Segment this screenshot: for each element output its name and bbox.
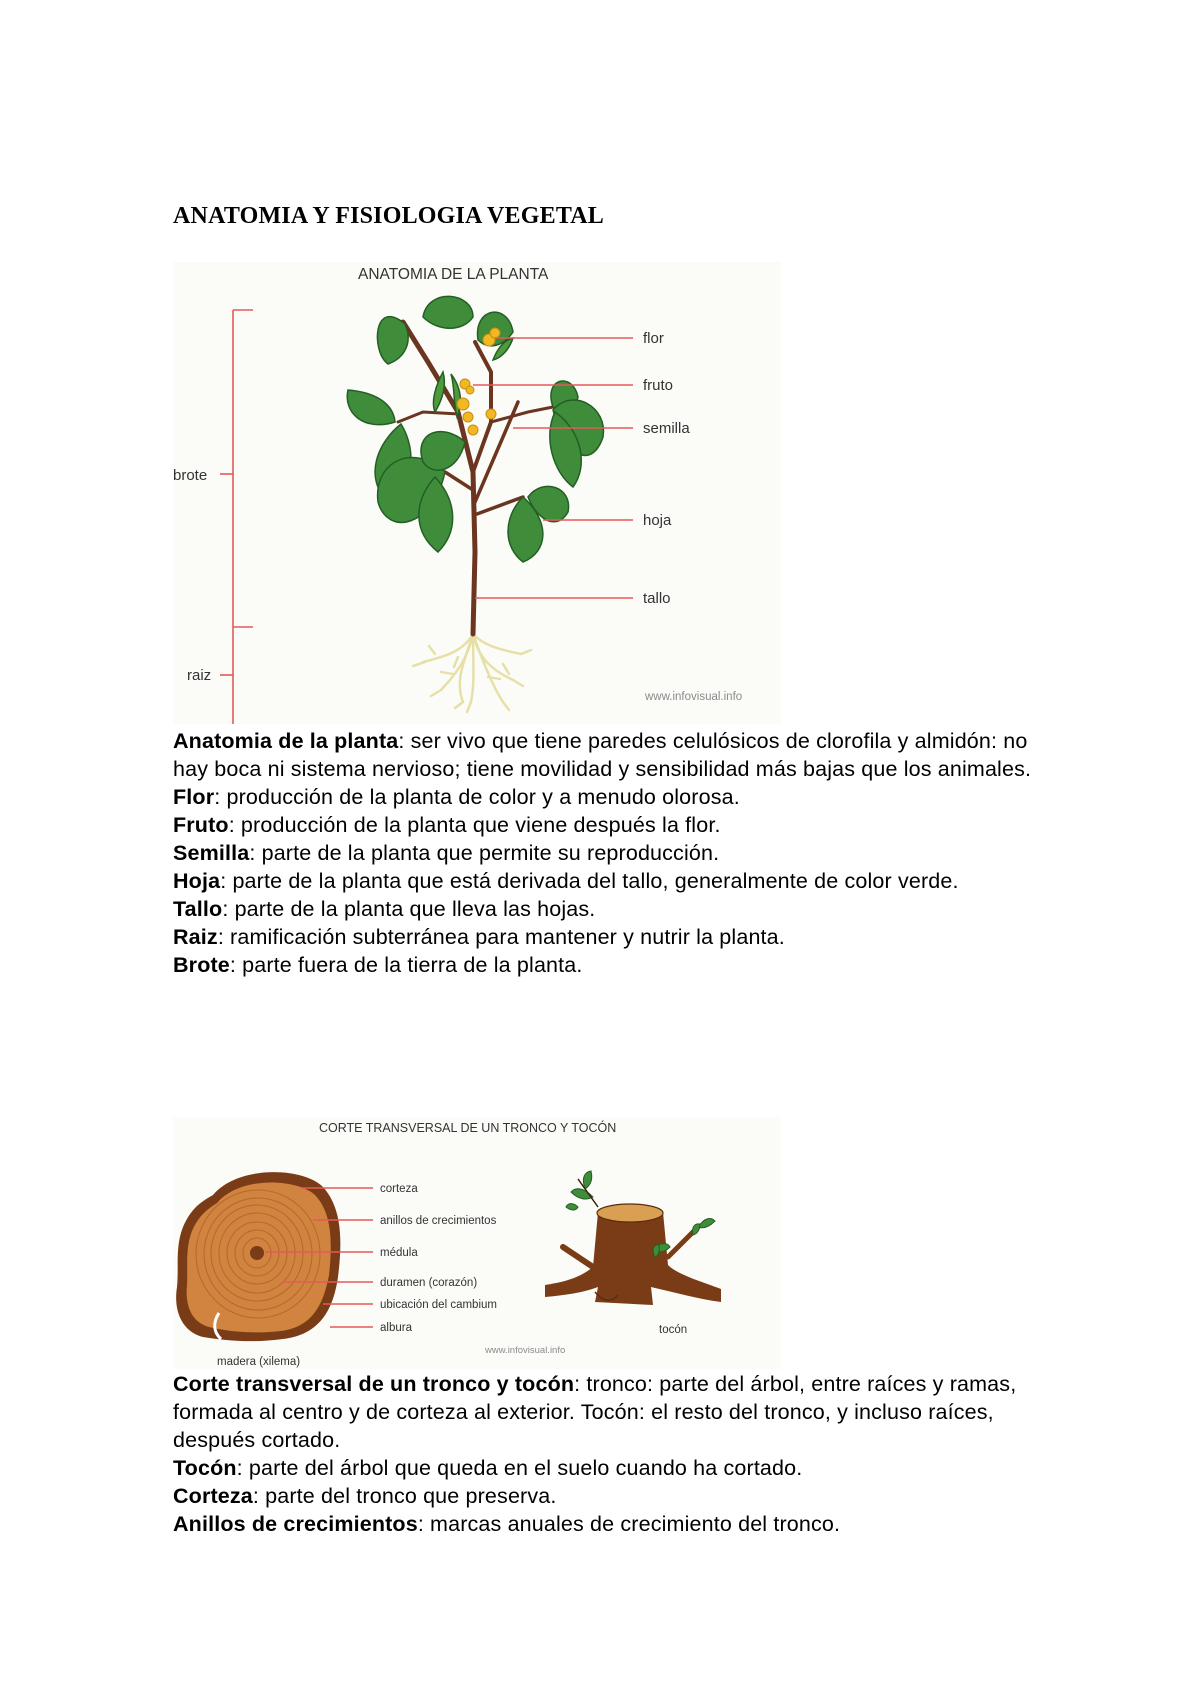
callout-lines — [473, 338, 633, 598]
definition-hoja: Hoja: parte de la planta que está derivada del tallo, generalmente de color verde. — [173, 869, 959, 893]
label-albura: albura — [380, 1322, 412, 1334]
label-tallo: tallo — [643, 590, 671, 607]
plant-anatomy-figure — [173, 262, 781, 724]
flowers-illustration — [457, 328, 500, 435]
definition-anatomia: Anatomia de la planta: ser vivo que tiene paredes celulósicos de clorofila y almidón: no hay boca ni sistema nervioso; tiene movilidad y sensibilidad más bajas que los animales. — [173, 729, 1032, 781]
definition-corte: Corte transversal de un tronco y tocón: tronco: parte del árbol, entre raíces y ramas, formada al centro y de corteza al exterior. Tocón: el resto del tronco, y incluso raíces, después cortado. — [173, 1372, 1017, 1452]
definition-raiz: Raiz: ramificación subterránea para mantener y nutrir la planta. — [173, 925, 785, 949]
definition-fruto: Fruto: producción de la planta que viene después la flor. — [173, 813, 721, 837]
label-duramen: duramen (corazón) — [380, 1277, 478, 1289]
watermark: www.infovisual.info — [645, 691, 743, 703]
label-anillos: anillos de crecimientos — [380, 1215, 497, 1227]
label-raiz: raiz — [187, 667, 212, 684]
fruit-illustration — [433, 338, 513, 417]
section-trunk — [173, 1370, 1053, 1538]
definition-corteza: Corteza: parte del tronco que preserva. — [173, 1484, 557, 1508]
label-madera: madera (xilema) — [217, 1356, 301, 1368]
label-brote: brote — [173, 467, 208, 484]
definition-flor: Flor: producción de la planta de color y a menudo olorosa. — [173, 785, 740, 809]
figure-title: CORTE TRANSVERSAL DE UN TRONCO Y TOCÓN — [319, 1121, 617, 1135]
label-flor: flor — [643, 330, 664, 347]
section-plant-anatomy — [173, 727, 1053, 979]
label-corteza: corteza — [380, 1183, 418, 1195]
definition-tocon: Tocón: parte del árbol que queda en el suelo cuando ha cortado. — [173, 1456, 803, 1480]
trunk-cross-section-illustration — [176, 1172, 340, 1341]
watermark: www.infovisual.info — [485, 1345, 566, 1356]
label-hoja: hoja — [643, 512, 672, 529]
label-semilla: semilla — [643, 420, 690, 437]
brote-raiz-bracket — [220, 310, 253, 724]
stump-illustration — [545, 1171, 721, 1305]
figure-title: ANATOMIA DE LA PLANTA — [358, 266, 549, 283]
label-medula: médula — [380, 1247, 418, 1259]
label-cambium: ubicación del cambium — [380, 1299, 497, 1311]
definition-anillos: Anillos de crecimientos: marcas anuales de crecimiento del tronco. — [173, 1512, 841, 1536]
label-fruto: fruto — [643, 377, 674, 394]
definition-brote: Brote: parte fuera de la tierra de la planta. — [173, 953, 583, 977]
roots-illustration — [413, 634, 531, 712]
label-tocon: tocón — [659, 1324, 688, 1336]
trunk-section-figure — [173, 1117, 781, 1369]
document-title: ANATOMIA Y FISIOLOGIA VEGETAL — [173, 203, 605, 229]
definition-semilla: Semilla: parte de la planta que permite su reproducción. — [173, 841, 720, 865]
definition-tallo: Tallo: parte de la planta que lleva las hojas. — [173, 897, 596, 921]
